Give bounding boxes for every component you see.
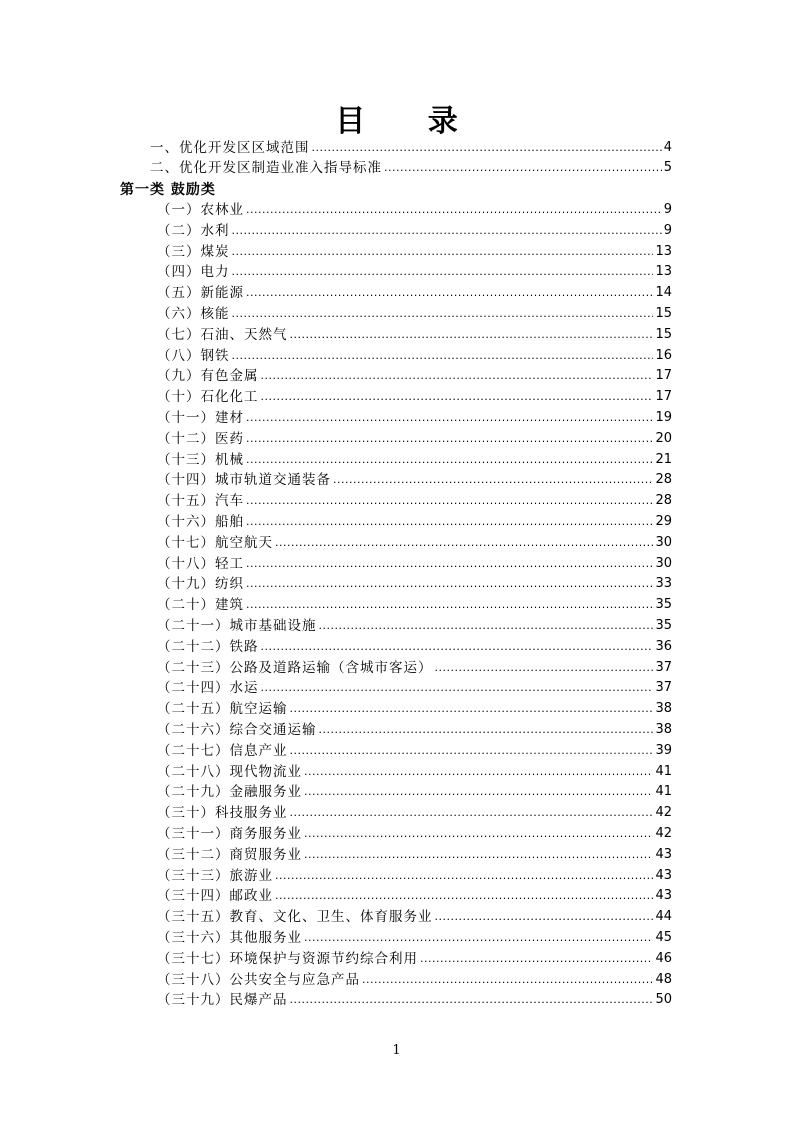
page-title: 目 录 <box>335 104 484 139</box>
toc-entry-page: 5 <box>663 160 672 175</box>
toc-entry-page: 50 <box>655 992 672 1008</box>
toc-entry-page: 20 <box>655 430 672 446</box>
toc-leader-dots <box>246 595 653 615</box>
toc-leader-dots <box>261 637 654 657</box>
toc-entry-label: （十一）建材 <box>157 410 244 426</box>
toc-entry-label: （十）石化化工 <box>157 389 259 406</box>
toc-entry-label: （十五）汽车 <box>157 493 244 510</box>
toc-leader-dots <box>261 678 654 698</box>
toc-entry[interactable] <box>157 803 672 823</box>
toc-leader-dots <box>246 283 653 303</box>
toc-leader-dots <box>333 470 653 490</box>
toc-entry[interactable] <box>157 283 672 303</box>
toc-entry-page: 28 <box>655 493 672 509</box>
toc-entry[interactable] <box>157 242 672 262</box>
toc-entry-label: （二十）建筑 <box>157 597 244 614</box>
toc-entry[interactable] <box>157 762 672 782</box>
toc-leader-dots <box>304 824 653 844</box>
toc-entry-page: 15 <box>655 306 672 321</box>
toc-entry-page: 41 <box>655 763 672 779</box>
toc-entry-page: 9 <box>663 222 672 238</box>
toc-entry-page: 9 <box>663 202 672 217</box>
toc-entry-label: （三十九）民爆产品 <box>157 992 288 1009</box>
toc-entry-page: 42 <box>655 805 672 821</box>
toc-entry[interactable] <box>157 346 672 366</box>
toc-entry-page: 37 <box>655 680 672 696</box>
toc-entry-label: （九）有色金属 <box>157 368 259 385</box>
toc-leader-dots <box>304 845 653 865</box>
toc-entry-page: 48 <box>655 971 672 987</box>
toc-entry-label: （三十八）公共安全与应急产品 <box>157 971 360 988</box>
toc-entry-label: （十七）航空航天 <box>157 534 273 551</box>
toc-entry-page: 30 <box>655 534 672 550</box>
toc-leader-dots <box>232 262 654 282</box>
toc-entry[interactable] <box>157 990 672 1010</box>
toc-entry[interactable] <box>150 158 672 178</box>
toc-entry-label: （四）电力 <box>157 264 230 281</box>
toc-entry-page: 4 <box>663 140 672 155</box>
toc-entry[interactable] <box>157 741 672 761</box>
toc-leader-dots <box>304 782 653 802</box>
toc-entry-label: 二、优化开发区制造业准入指导标准 <box>150 160 382 176</box>
toc-entry-label: （二十二）铁路 <box>157 638 259 655</box>
toc-leader-dots <box>420 949 653 969</box>
toc-entry-label: （三十二）商贸服务业 <box>157 846 302 863</box>
toc-leader-dots <box>435 907 654 927</box>
toc-entry[interactable] <box>157 429 672 449</box>
toc-entry-page: 35 <box>655 597 672 613</box>
toc-entry-page: 17 <box>655 389 672 405</box>
toc-entry-label: （二）水利 <box>157 222 230 239</box>
toc-entry-label: （二十九）金融服务业 <box>157 784 302 801</box>
toc-entry-page: 45 <box>655 930 672 945</box>
toc-leader-dots <box>275 866 653 886</box>
toc-entry-label: （三十五）教育、文化、卫生、体育服务业 <box>157 909 433 926</box>
toc-entry[interactable] <box>157 678 672 698</box>
toc-entry-page: 46 <box>655 950 672 966</box>
toc-entry[interactable] <box>157 304 672 324</box>
toc-entry[interactable] <box>157 491 672 511</box>
toc-entry[interactable] <box>157 512 672 532</box>
toc-leader-dots <box>246 512 653 532</box>
toc-entry-label: （十三）机械 <box>157 451 244 468</box>
toc-leader-dots <box>246 429 653 449</box>
toc-leader-dots <box>261 387 654 407</box>
toc-entry[interactable] <box>157 533 672 553</box>
toc-leader-dots <box>362 970 653 990</box>
toc-entry[interactable] <box>157 221 672 241</box>
toc-entry[interactable] <box>157 949 672 969</box>
toc-entry[interactable] <box>157 824 672 844</box>
toc-entry-label: （十九）纺织 <box>157 576 244 593</box>
toc-entry-page: 37 <box>655 659 672 675</box>
toc-entry[interactable] <box>157 886 672 906</box>
toc-entry[interactable] <box>157 325 672 345</box>
toc-entry-page: 39 <box>655 742 672 758</box>
toc-entry[interactable] <box>157 554 672 574</box>
toc-entry-page: 19 <box>655 410 672 425</box>
toc-entry[interactable] <box>157 262 672 282</box>
toc-entry-page: 13 <box>655 243 672 259</box>
toc-entry[interactable] <box>157 907 672 927</box>
toc-leader-dots <box>261 366 654 386</box>
toc-entry-label: （十四）城市轨道交通装备 <box>157 472 331 489</box>
toc-entry-page: 14 <box>655 285 672 301</box>
toc-entry-label: （三十）科技服务业 <box>157 805 288 822</box>
toc-entry-label: （十二）医药 <box>157 430 244 447</box>
toc-entry-label: （十六）船舶 <box>157 514 244 530</box>
toc-leader-dots <box>246 491 653 511</box>
toc-entry-label: （二十七）信息产业 <box>157 742 288 759</box>
toc-leader-dots <box>246 554 653 574</box>
toc-entry-page: 33 <box>655 576 672 592</box>
toc-leader-dots <box>246 408 653 428</box>
section-heading: 第一类 鼓励类 <box>120 182 216 198</box>
toc-leader-dots <box>319 720 654 740</box>
toc-entry-page: 43 <box>655 888 672 904</box>
toc-entry[interactable] <box>157 200 672 220</box>
toc-entry[interactable] <box>157 450 672 470</box>
toc-entry-label: （三十四）邮政业 <box>157 888 273 905</box>
toc-entry[interactable] <box>157 782 672 802</box>
toc-entry-page: 16 <box>655 347 672 363</box>
toc-entry-page: 21 <box>655 451 672 467</box>
toc-entry-label: （二十四）水运 <box>157 680 259 697</box>
toc-leader-dots <box>290 699 654 719</box>
toc-entry[interactable] <box>157 616 672 636</box>
toc-leader-dots <box>232 221 662 241</box>
toc-entry-page: 29 <box>655 514 672 529</box>
toc-entry-page: 36 <box>655 638 672 654</box>
toc-entry-label: （二十一）城市基础设施 <box>157 618 317 634</box>
toc-leader-dots <box>246 200 662 220</box>
toc-leader-dots <box>246 574 653 594</box>
toc-leader-dots <box>435 658 654 678</box>
toc-entry[interactable] <box>157 699 672 719</box>
toc-leader-dots <box>290 741 654 761</box>
toc-entry-page: 38 <box>655 701 672 717</box>
toc-entry-page: 15 <box>655 326 672 342</box>
toc-entry-label: （二十六）综合交通运输 <box>157 722 317 738</box>
toc-entry[interactable] <box>157 845 672 865</box>
toc-entry-label: （十八）轻工 <box>157 555 244 572</box>
toc-entry-label: （三十六）其他服务业 <box>157 930 302 946</box>
toc-entry-label: （二十八）现代物流业 <box>157 763 302 780</box>
toc-entry-label: （七）石油、天然气 <box>157 326 288 343</box>
toc-leader-dots <box>246 450 653 470</box>
toc-entry[interactable] <box>157 470 672 490</box>
toc-entry-page: 35 <box>655 618 672 633</box>
toc-entry-label: （三）煤炭 <box>157 243 230 260</box>
toc-entry-label: 一、优化开发区区域范围 <box>150 140 310 156</box>
toc-leader-dots <box>275 533 653 553</box>
toc-entry[interactable] <box>150 138 672 158</box>
toc-entry-page: 42 <box>655 826 672 841</box>
toc-entry[interactable] <box>157 720 672 740</box>
toc-entry-label: （五）新能源 <box>157 285 244 302</box>
toc-entry[interactable] <box>157 658 672 678</box>
toc-entry[interactable] <box>157 387 672 407</box>
toc-entry[interactable] <box>157 970 672 990</box>
toc-leader-dots <box>384 158 662 178</box>
toc-entry-page: 43 <box>655 867 672 883</box>
toc-entry-label: （二十五）航空运输 <box>157 701 288 718</box>
toc-entry[interactable] <box>157 928 672 948</box>
toc-entry-page: 17 <box>655 368 672 384</box>
toc-leader-dots <box>290 990 654 1010</box>
toc-entry-label: （一）农林业 <box>157 202 244 218</box>
toc-entry-label: （六）核能 <box>157 306 230 322</box>
toc-entry-page: 43 <box>655 846 672 862</box>
toc-leader-dots <box>232 346 654 366</box>
toc-entry-page: 38 <box>655 722 672 737</box>
toc-leader-dots <box>232 304 654 324</box>
toc-leader-dots <box>232 242 654 262</box>
toc-entry-label: （三十七）环境保护与资源节约综合利用 <box>157 950 418 967</box>
toc-entry-page: 13 <box>655 264 672 280</box>
toc-leader-dots <box>290 803 654 823</box>
toc-entry-page: 41 <box>655 784 672 800</box>
toc-leader-dots <box>304 928 653 948</box>
toc-entry[interactable] <box>157 595 672 615</box>
toc-entry[interactable] <box>157 637 672 657</box>
toc-entry-label: （三十三）旅游业 <box>157 867 273 884</box>
toc-entry-page: 30 <box>655 555 672 571</box>
toc-leader-dots <box>275 886 653 906</box>
page-number: 1 <box>392 1043 401 1058</box>
toc-entry-label: （三十一）商务服务业 <box>157 826 302 842</box>
toc-entry[interactable] <box>157 408 672 428</box>
toc-entry[interactable] <box>157 866 672 886</box>
toc-leader-dots <box>319 616 654 636</box>
toc-entry-page: 28 <box>655 472 672 488</box>
toc-leader-dots <box>312 138 662 158</box>
toc-entry[interactable] <box>157 574 672 594</box>
toc-entry[interactable] <box>157 366 672 386</box>
toc-entry-label: （二十三）公路及道路运输（含城市客运） <box>157 659 433 676</box>
toc-leader-dots <box>290 325 654 345</box>
toc-entry-page: 44 <box>655 909 672 925</box>
toc-entry-label: （八）钢铁 <box>157 347 230 364</box>
toc-leader-dots <box>304 762 653 782</box>
